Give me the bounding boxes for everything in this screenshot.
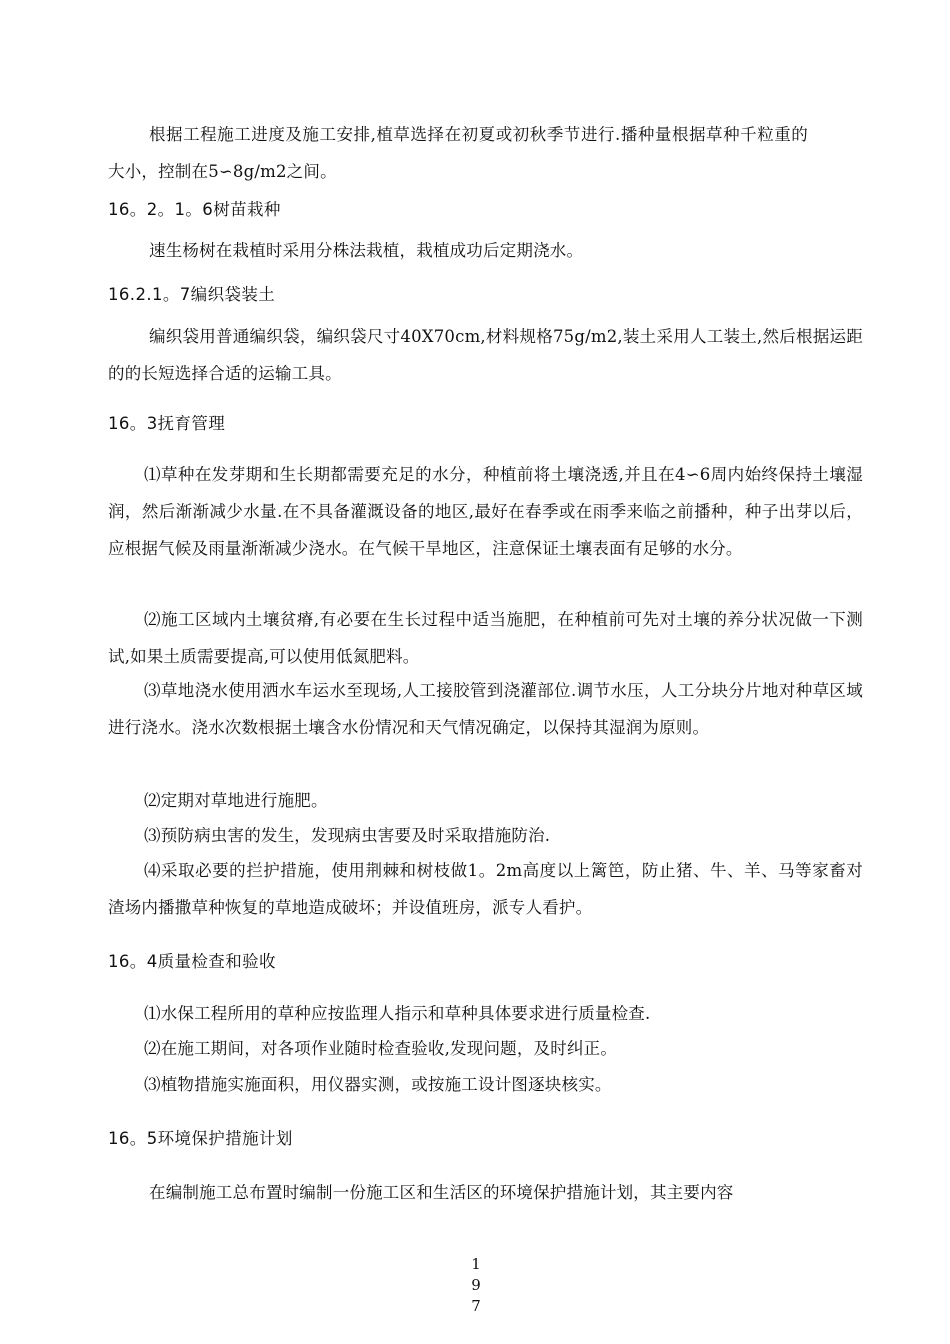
list-item-3-5: ⑶预防病虫害的发生，发现病虫害要及时采取措施防治. — [144, 826, 551, 845]
paragraph-environmental-plan: 在编制施工总布置时编制一份施工区和生活区的环境保护措施计划，其主要内容 — [149, 1183, 734, 1202]
heading-16-2-1-7: 16.2.1。7编织袋装土 — [108, 285, 276, 304]
list-item-3-2: ⑵施工区域内土壤贫瘠,有必要在生长过程中适当施肥，在种植前可先对土壤的养分状况做一下测试,如果土质需要提高,可以使用低氮肥料。 — [108, 610, 863, 666]
heading-16-5: 16。5环境保护措施计划 — [108, 1129, 293, 1148]
paragraph-woven-bags: 编织袋用普通编织袋，编织袋尺寸40X70cm,材料规格75g/m2,装土采用人工装土,然后根据运距的的长短选择合适的运输工具。 — [108, 327, 863, 383]
page-number-digit: 1 — [471, 1255, 481, 1273]
paragraph-seeding-time: 根据工程施工进度及施工安排,植草选择在初夏或初秋季节进行.播种量根据草种千粒重的大小，控制在5∽8g/m2之间。 — [108, 125, 808, 181]
paragraph-poplar-planting: 速生杨树在栽植时采用分株法栽植，栽植成功后定期浇水。 — [149, 241, 584, 260]
list-item-3-3: ⑶草地浇水使用洒水车运水至现场,人工接胶管到浇灌部位.调节水压，人工分块分片地对种草区域进行浇水。浇水次数根据土壤含水份情况和天气情况确定，以保持其湿润为原则。 — [108, 681, 863, 737]
heading-16-4: 16。4质量检查和验收 — [108, 952, 276, 971]
page-number-digit: 9 — [471, 1276, 481, 1294]
list-item-3-6: ⑷采取必要的拦护措施，使用荆棘和树枝做1。2m高度以上篱笆，防止猪、牛、羊、马等家畜对渣场内播撒草种恢复的草地造成破坏；并设值班房，派专人看护。 — [108, 861, 863, 917]
list-item-4-3: ⑶植物措施实施面积，用仪器实测，或按施工设计图逐块核实。 — [144, 1075, 612, 1094]
page-number — [466, 1254, 486, 1317]
list-item-3-4: ⑵定期对草地进行施肥。 — [144, 791, 328, 810]
heading-16-3: 16。3抚育管理 — [108, 414, 226, 433]
list-item-4-1: ⑴水保工程所用的草种应按监理人指示和草种具体要求进行质量检查. — [144, 1004, 651, 1023]
list-item-3-1: ⑴草种在发芽期和生长期都需要充足的水分，种植前将土壤浇透,并且在4∽6周内始终保持土壤湿润，然后渐渐减少水量.在不具备灌溉设备的地区,最好在春季或在雨季来临之前播种，种子出芽以后，应根据气候及雨量渐渐减少浇水。在气候干旱地区，注意保证土壤表面有足够的水分。 — [108, 465, 863, 558]
page-number-digit: 7 — [471, 1297, 481, 1315]
list-item-4-2: ⑵在施工期间，对各项作业随时检查验收,发现问题，及时纠正。 — [144, 1039, 618, 1058]
heading-16-2-1-6: 16。2。1。6树苗栽种 — [108, 200, 281, 219]
